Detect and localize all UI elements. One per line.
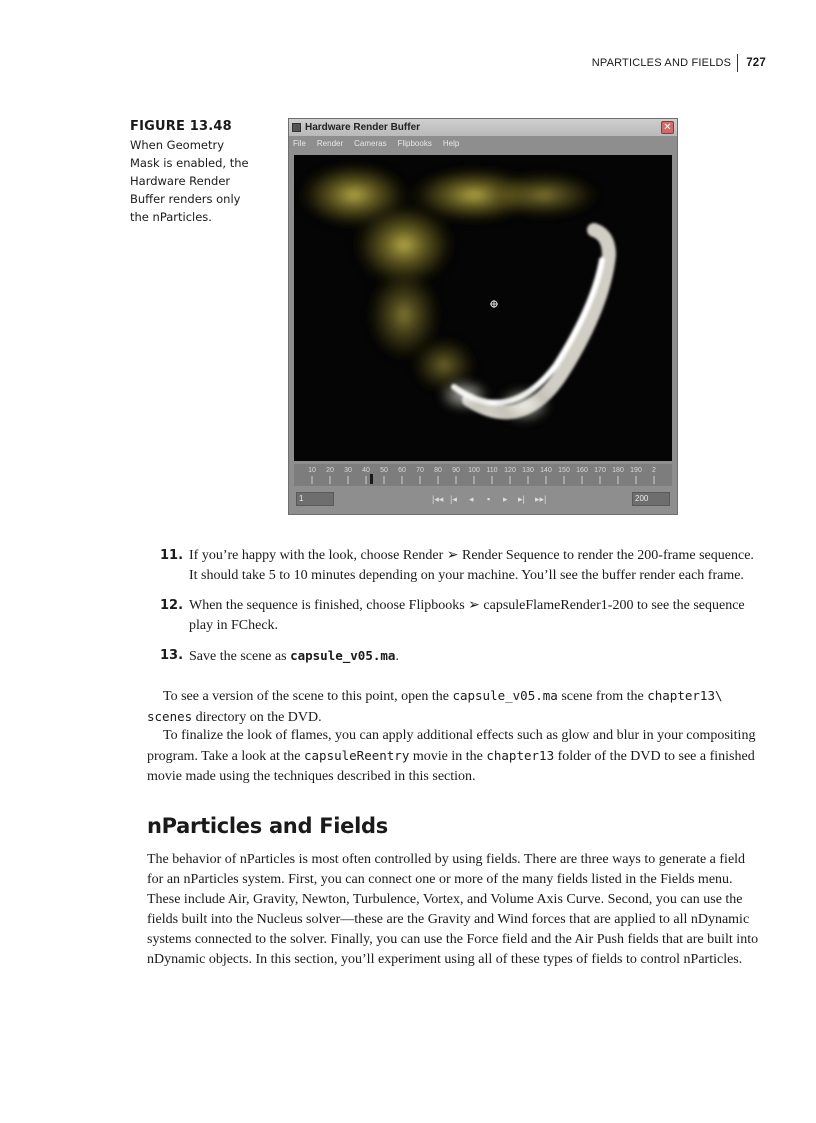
- step-text: Save the scene as: [189, 649, 291, 664]
- timeline-tick-label: 40: [362, 467, 370, 474]
- step-text-end: .: [395, 649, 399, 664]
- running-head-title: NPARTICLES AND FIELDS: [591, 57, 732, 69]
- timeline-tick-label: 120: [504, 467, 516, 474]
- close-icon[interactable]: ✕: [661, 121, 674, 134]
- timeline-tick-label: 30: [344, 467, 352, 474]
- timeline-tick-label: 100: [468, 467, 480, 474]
- timeline-tick-label: 170: [594, 467, 606, 474]
- timeline-tick-label: 130: [522, 467, 534, 474]
- timeline-tick-label: 80: [434, 467, 442, 474]
- window-title: Hardware Render Buffer: [305, 122, 421, 133]
- section-heading: nParticles and Fields: [147, 814, 388, 838]
- time-slider[interactable]: [294, 464, 672, 486]
- menu-render[interactable]: Render: [316, 139, 344, 148]
- timeline-tick-label: 10: [308, 467, 316, 474]
- go-to-end-icon[interactable]: ▸▸|: [535, 494, 547, 504]
- step-number: 12.: [160, 598, 184, 613]
- app-icon: [292, 123, 301, 132]
- step-text: When the sequence is finished, choose Flipbooks ➢ capsuleFlameRender1-200 to see the sequence play in FCheck.: [189, 598, 745, 633]
- paragraph-text: folder of the DVD to see a finished movie made using the techniques described in this section.: [147, 749, 755, 784]
- paragraph-text: scene from the: [557, 689, 648, 704]
- paragraph-text: To finalize the look of flames, you can apply additional effects such as glow and blur in your compositing program. Take a look at the: [147, 728, 756, 764]
- figure-caption: [130, 118, 255, 226]
- playback-controls: [294, 489, 672, 511]
- running-head: [592, 54, 766, 72]
- timeline-tick-label: 60: [398, 467, 406, 474]
- hardware-render-buffer-window: [288, 118, 678, 515]
- window-titlebar: [289, 119, 677, 136]
- paragraph-text: movie in the: [409, 749, 487, 764]
- stop-icon[interactable]: ▪: [487, 494, 491, 504]
- menu-help[interactable]: Help: [442, 139, 460, 148]
- step-12: [160, 596, 760, 636]
- menu-flipbooks[interactable]: Flipbooks: [397, 139, 432, 148]
- timeline-tick-label: 90: [452, 467, 460, 474]
- paragraph-finalize: [147, 726, 759, 787]
- section-body: The behavior of nParticles is most often controlled by using fields. There are three ways to generate a field for an nParticles system. First, you can connect one or more of the many fields listed in the Fields menu. These include Air, Gravity, Newton, Turbulence, Vortex, and Volume Axis Curve. Second, you can use the fields built into the Nucleus solver—these are the Gravity and Wind forces that are applied to all nDynamic systems connected to the solver. Finally, you can use the Force field and the Air Push fields that are built into nDynamic objects. In this section, you’ll experiment using all of these types of fields to control nParticles.: [147, 852, 759, 967]
- step-11: [160, 546, 760, 586]
- step-back-key-icon[interactable]: |◂: [450, 494, 457, 504]
- timeline-tick-label: 140: [540, 467, 552, 474]
- figure-caption-text: When Geometry Mask is enabled, the Hardware Render Buffer renders only the nParticles.: [130, 138, 249, 224]
- menu-file[interactable]: File: [293, 139, 306, 148]
- paragraph-text: To see a version of the scene to this point, open the: [163, 689, 453, 704]
- step-back-icon[interactable]: ◂: [469, 494, 474, 504]
- paragraph-text: directory on the DVD.: [192, 710, 322, 725]
- figure-label: FIGURE 13.48: [130, 119, 232, 134]
- menu-cameras[interactable]: Cameras: [354, 139, 387, 148]
- timeline-tick-label: 70: [416, 467, 424, 474]
- step-code: capsule_v05.ma: [290, 648, 396, 663]
- crosshair-icon: [490, 300, 498, 308]
- timeline-tick-label: 160: [576, 467, 588, 474]
- timeline-tick-label: 180: [612, 467, 624, 474]
- timeline-tick-label: 50: [380, 467, 388, 474]
- numbered-steps: [160, 546, 760, 677]
- timeline-tick-label: 150: [558, 467, 570, 474]
- inline-code: capsule_v05.ma: [452, 688, 558, 703]
- inline-code: chapter13\ scenes: [147, 688, 723, 724]
- step-text: If you’re happy with the look, choose Render ➢ Render Sequence to render the 200-frame sequence. It should take 5 to 10 minutes depending on your machine. You’ll see the buffer render each frame.: [189, 548, 754, 583]
- step-number: 13.: [160, 648, 184, 663]
- page-number: 727: [746, 57, 766, 69]
- go-to-start-icon[interactable]: |◂◂: [432, 494, 444, 504]
- timeline-tick-label: 190: [630, 467, 642, 474]
- step-forward-icon[interactable]: ▸|: [518, 494, 525, 504]
- play-icon[interactable]: ▸: [503, 494, 508, 504]
- current-frame-marker[interactable]: [370, 474, 373, 484]
- step-13: [160, 646, 760, 667]
- start-frame-field[interactable]: 1: [296, 492, 334, 506]
- nparticles-render: [294, 155, 672, 461]
- inline-code: capsuleReentry: [304, 748, 410, 763]
- timeline-tick-label: 2: [652, 467, 656, 474]
- step-number: 11.: [160, 548, 184, 563]
- end-frame-field[interactable]: 200: [632, 492, 670, 506]
- running-head-divider: [737, 54, 738, 72]
- timeline-tick-label: 110: [486, 467, 498, 474]
- timeline-tick-label: 20: [326, 467, 334, 474]
- inline-code: chapter13: [486, 748, 555, 763]
- render-viewport: [294, 155, 672, 461]
- window-menubar: [289, 136, 677, 151]
- paragraph-version-note: [147, 686, 759, 728]
